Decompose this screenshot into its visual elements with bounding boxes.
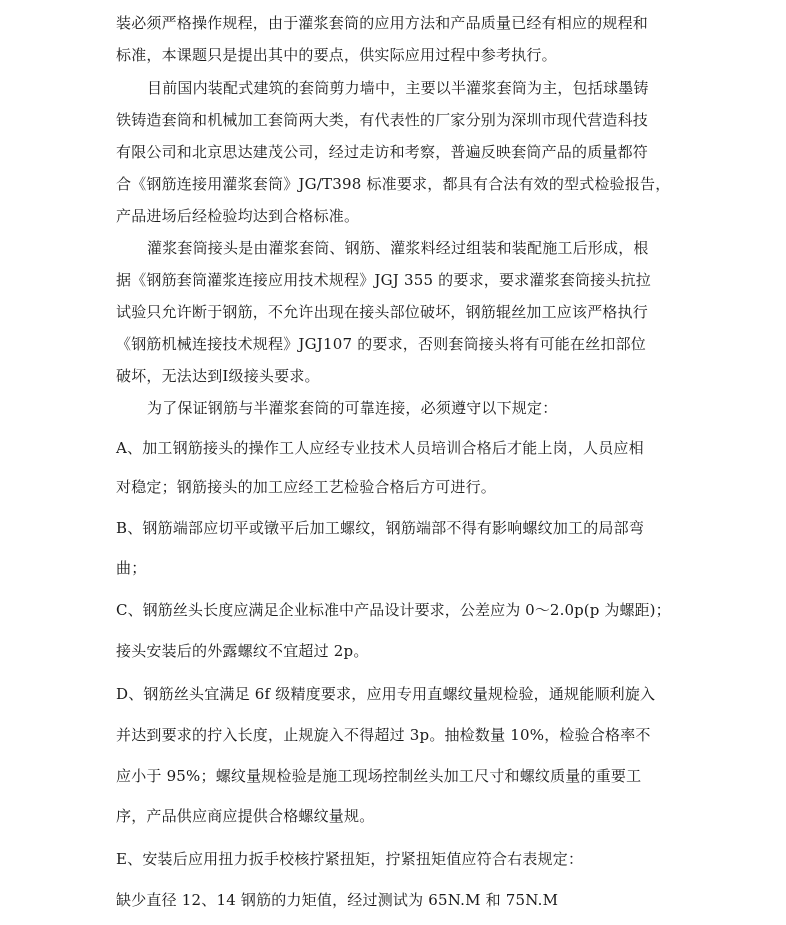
paragraph-line: 据《钢筋套筒灌浆连接应用技术规程》JGJ 355 的要求，要求灌浆套筒接头抗拉 xyxy=(116,271,651,289)
paragraph-line: 标准，本课题只是提出其中的要点，供实际应用过程中参考执行。 xyxy=(116,46,557,64)
paragraph-line: 破坏，无法达到Ⅰ级接头要求。 xyxy=(116,367,320,385)
paragraph-line: 产品进场后经检验均达到合格标准。 xyxy=(116,207,360,225)
paragraph-line: 目前国内装配式建筑的套筒剪力墙中，主要以半灌浆套筒为主，包括球墨铸 xyxy=(147,79,649,97)
paragraph-line: 《钢筋机械连接技术规程》JGJ107 的要求，否则套筒接头将有可能在丝扣部位 xyxy=(116,335,647,353)
list-item-d-cont: 应小于 95%；螺纹量规检验是施工现场控制丝头加工尺寸和螺纹质量的重要工 xyxy=(116,767,642,785)
note-line: 缺少直径 12、14 钢筋的力矩值，经过测试为 65N.M 和 75N.M xyxy=(116,891,559,909)
list-item-d-cont: 序，产品供应商应提供合格螺纹量规。 xyxy=(116,807,375,825)
list-item-b: B、钢筋端部应切平或镦平后加工螺纹，钢筋端部不得有影响螺纹加工的局部弯 xyxy=(116,519,645,537)
list-item-a-cont: 对稳定；钢筋接头的加工应经工艺检验合格后方可进行。 xyxy=(116,478,497,496)
paragraph-line: 为了保证钢筋与半灌浆套筒的可靠连接，必须遵守以下规定： xyxy=(147,399,558,417)
list-item-a: A、加工钢筋接头的操作工人应经专业技术人员培训合格后才能上岗，人员应相 xyxy=(116,439,644,457)
paragraph-line: 铁铸造套筒和机械加工套筒两大类，有代表性的厂家分别为深圳市现代营造科技 xyxy=(116,111,649,129)
list-item-d: D、钢筋丝头宜满足 6f 级精度要求，应用专用直螺纹量规检验，通规能顺利旋入 xyxy=(116,685,656,703)
paragraph-line: 试验只允许断于钢筋，不允许出现在接头部位破坏，钢筋辊丝加工应该严格执行 xyxy=(116,303,649,321)
paragraph-line: 有限公司和北京思达建茂公司，经过走访和考察，普遍反映套筒产品的质量都符 xyxy=(116,143,649,161)
list-item-c-cont: 接头安装后的外露螺纹不宜超过 2p。 xyxy=(116,642,369,660)
list-item-e: E、安装后应用扭力扳手校核拧紧扭矩，拧紧扭矩值应符合右表规定： xyxy=(116,850,584,868)
list-item-d-cont: 并达到要求的拧入长度，止规旋入不得超过 3p。抽检数量 10%，检验合格率不 xyxy=(116,726,651,744)
list-item-c: C、钢筋丝头长度应满足企业标准中产品设计要求，公差应为 0～2.0p(p 为螺距)； xyxy=(116,601,671,619)
paragraph-line: 装必须严格操作规程，由于灌浆套筒的应用方法和产品质量已经有相应的规程和 xyxy=(116,14,649,32)
paragraph-line: 灌浆套筒接头是由灌浆套筒、钢筋、灌浆料经过组装和装配施工后形成，根 xyxy=(147,239,649,257)
list-item-b-cont: 曲； xyxy=(116,559,147,577)
paragraph-line: 合《钢筋连接用灌浆套筒》JG/T398 标准要求，都具有合法有效的型式检验报告， xyxy=(116,175,671,193)
